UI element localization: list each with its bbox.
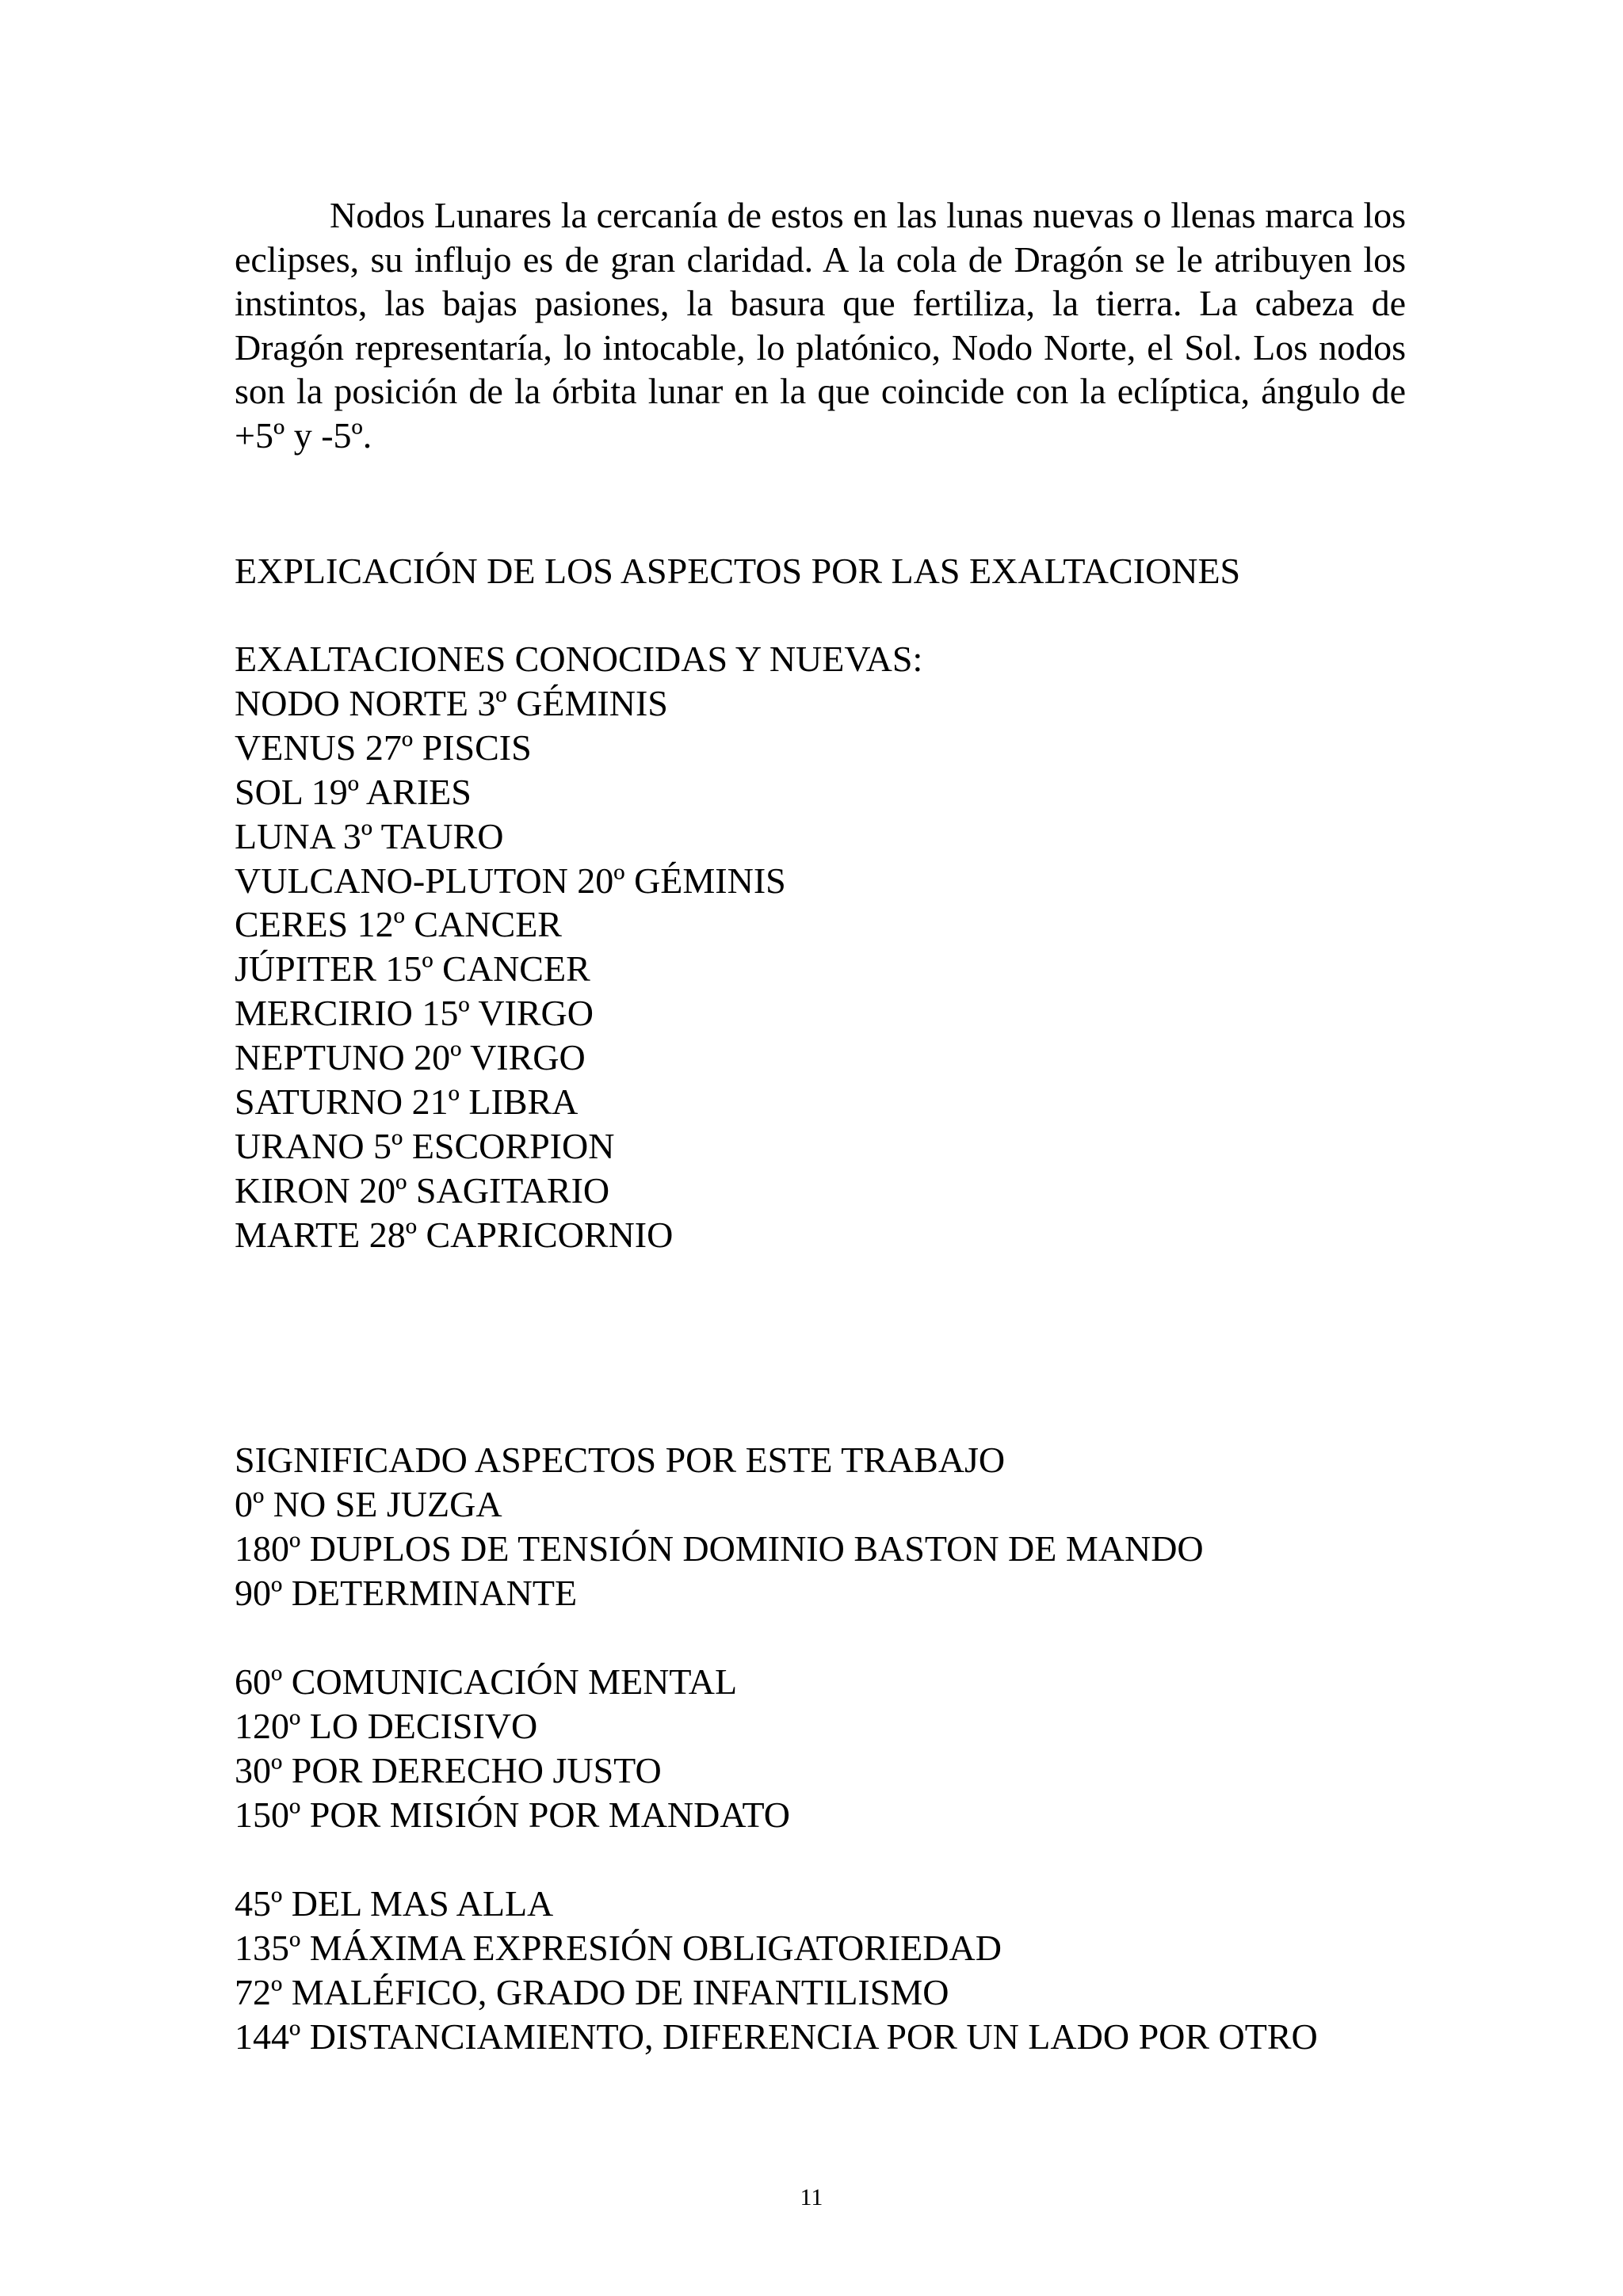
- list-item: MERCIRIO 15º VIRGO: [235, 993, 594, 1034]
- explicacion-title: EXPLICACIÓN DE LOS ASPECTOS POR LAS EXALTACIONES: [235, 551, 1241, 591]
- exaltaciones-list: [235, 681, 786, 1257]
- significado-heading: SIGNIFICADO ASPECTOS POR ESTE TRABAJO: [235, 1440, 1006, 1480]
- list-item: CERES 12º CANCER: [235, 904, 562, 945]
- list-item: 45º DEL MAS ALLA: [235, 1883, 554, 1924]
- exaltaciones-heading: EXALTACIONES CONOCIDAS Y NUEVAS:: [235, 639, 923, 679]
- list-item: NEPTUNO 20º VIRGO: [235, 1037, 586, 1078]
- significado-group-3: [235, 1882, 1318, 2059]
- significado-group-2: [235, 1660, 790, 1837]
- intro-paragraph: Nodos Lunares la cercanía de estos en las lunas nuevas o llenas marca los eclipses, su influjo es de gran claridad. A la cola de Dragón se le atribuyen los instintos, las bajas pasiones, la basura que fertiliza, la tierra. La cabeza de Dragón representaría, lo intocable, lo platónico, Nodo Norte, el Sol. Los nodos son la posición de la órbita lunar en la que coincide con la eclíptica, ángulo de +5º y -5º.: [235, 195, 1406, 456]
- list-item: SATURNO 21º LIBRA: [235, 1081, 579, 1123]
- list-item: 30º POR DERECHO JUSTO: [235, 1749, 662, 1791]
- list-item: SOL 19º ARIES: [235, 771, 472, 812]
- page-number: 11: [800, 2184, 823, 2210]
- list-item: 90º DETERMINANTE: [235, 1572, 578, 1613]
- list-item: KIRON 20º SAGITARIO: [235, 1169, 610, 1211]
- list-item: MARTE 28º CAPRICORNIO: [235, 1214, 674, 1255]
- list-item: 144º DISTANCIAMIENTO, DIFERENCIA POR UN LADO POR OTRO: [235, 2016, 1318, 2057]
- list-item: VULCANO-PLUTON 20º GÉMINIS: [235, 860, 786, 901]
- list-item: 135º MÁXIMA EXPRESIÓN OBLIGATORIEDAD: [235, 1927, 1002, 1968]
- list-item: 0º NO SE JUZGA: [235, 1484, 502, 1524]
- list-item: JÚPITER 15º CANCER: [235, 948, 590, 990]
- list-item: LUNA 3º TAURO: [235, 815, 504, 856]
- list-item: NODO NORTE 3º GÉMINIS: [235, 683, 668, 723]
- list-item: 180º DUPLOS DE TENSIÓN DOMINIO BASTON DE MANDO: [235, 1527, 1204, 1569]
- list-item: URANO 5º ESCORPION: [235, 1125, 615, 1166]
- significado-group-1: [235, 1482, 1204, 1615]
- list-item: 150º POR MISIÓN POR MANDATO: [235, 1794, 790, 1835]
- list-item: 72º MALÉFICO, GRADO DE INFANTILISMO: [235, 1971, 949, 2012]
- list-item: VENUS 27º PISCIS: [235, 727, 532, 768]
- list-item: 120º LO DECISIVO: [235, 1705, 538, 1746]
- list-item: 60º COMUNICACIÓN MENTAL: [235, 1661, 738, 1702]
